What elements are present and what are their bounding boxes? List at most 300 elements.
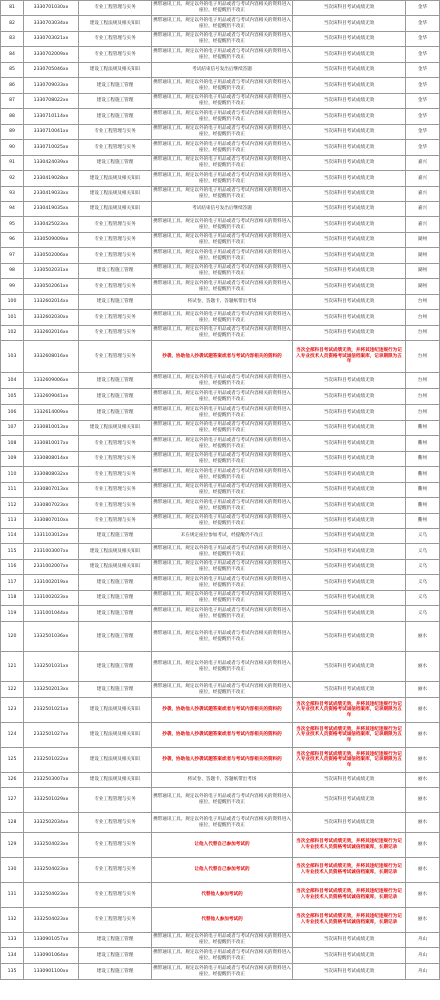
violation-fact-cell: 携带通讯工具、规定以外的电子用品或者与考试内容相关的资料进入座位，经提醒仍不改正 — [152, 16, 293, 32]
subject-cell: 建设工程法规及相关知识 — [79, 421, 152, 436]
table-row — [1, 948, 440, 964]
violation-fact-cell: 未在规定座位参加考试，经提醒仍不改正 — [152, 529, 293, 544]
penalty-result-cell: 当次该科目考试成绩无效 — [293, 467, 406, 483]
row-number-cell: 108 — [1, 436, 24, 452]
table-row — [1, 723, 440, 748]
subject-cell: 建设工程施工管理 — [79, 405, 152, 421]
row-number-cell: 114 — [1, 529, 24, 544]
row-number-cell: 109 — [1, 452, 24, 467]
row-number-cell: 106 — [1, 405, 24, 421]
table-row — [1, 544, 440, 560]
candidate-id-cell: 1330710114xx — [24, 109, 79, 125]
candidate-id-cell: 1332602014xx — [24, 295, 79, 310]
violation-fact-cell: 携带通讯工具、规定以外的电子用品或者与考试内容相关的资料进入座位，经提醒仍不改正 — [152, 326, 293, 341]
table-row — [1, 813, 440, 833]
violation-fact-cell: 携带通讯工具、规定以外的电子用品或者与考试内容相关的资料进入座位，经提醒仍不改正 — [152, 78, 293, 94]
candidate-id-cell: 3332504023xx — [24, 833, 79, 858]
candidate-id-cell: 1331103012xx — [24, 529, 79, 544]
violation-fact-cell: 携带通讯工具、规定以外的电子用品或者与考试内容相关的资料进入座位，经提醒仍不改正 — [152, 498, 293, 514]
city-cell: 丽水 — [406, 883, 440, 908]
subject-cell: 专业工程管理与实务 — [79, 125, 152, 140]
penalty-result-cell: 当次全部科目考试成绩无效，并将其违纪违规行为记入专业技术人员资格考试诚信档案库，记录期限为五年 — [293, 341, 406, 373]
city-cell: 嘉兴 — [406, 202, 440, 217]
table-row — [1, 452, 440, 467]
row-number-cell: 113 — [1, 514, 24, 529]
violation-fact-cell: 携带通讯工具、规定以外的电子用品或者与考试内容相关的资料进入座位，经提醒仍不改正 — [152, 467, 293, 483]
violation-fact-cell: 携带通讯工具、规定以外的电子用品或者与考试内容相关的资料进入座位，经提醒仍不改正 — [152, 373, 293, 389]
city-cell: 台州 — [406, 295, 440, 310]
violation-fact-cell: 携带通讯工具、规定以外的电子用品或者与考试内容相关的资料进入座位，经提醒仍不改正 — [152, 187, 293, 202]
city-cell: 台州 — [406, 326, 440, 341]
row-number-cell: 134 — [1, 948, 24, 964]
city-cell: 衢州 — [406, 436, 440, 452]
candidate-id-cell: 1332502013xx — [24, 682, 79, 698]
city-cell: 金华 — [406, 63, 440, 78]
city-cell: 台州 — [406, 389, 440, 405]
row-number-cell: 127 — [1, 788, 24, 813]
subject-cell: 专业工程管理与实务 — [79, 140, 152, 156]
row-number-cell: 135 — [1, 964, 24, 980]
row-number-cell: 130 — [1, 858, 24, 883]
table-row — [1, 467, 440, 483]
table-row — [1, 341, 440, 373]
penalty-result-cell: 当次全部科目考试成绩无效，并将其违纪违规行为记入专业技术人员资格考试诚信档案库，长期记录 — [293, 858, 406, 883]
city-cell: 丽水 — [406, 723, 440, 748]
city-cell: 金华 — [406, 140, 440, 156]
penalty-result-cell: 当次该科目考试成绩无效 — [293, 233, 406, 248]
city-cell: 金华 — [406, 109, 440, 125]
candidate-id-cell: 2330705046xx — [24, 63, 79, 78]
violation-fact-cell: 携带通讯工具、规定以外的电子用品或者与考试内容相关的资料进入座位，经提醒仍不改正 — [152, 264, 293, 279]
subject-cell: 专业工程管理与实务 — [79, 1, 152, 16]
row-number-cell: 90 — [1, 140, 24, 156]
penalty-result-cell: 当次该科目考试成绩无效 — [293, 187, 406, 202]
city-cell: 湖州 — [406, 248, 440, 264]
city-cell: 金华 — [406, 94, 440, 109]
table-row — [1, 248, 440, 264]
table-row — [1, 140, 440, 156]
row-number-cell: 94 — [1, 202, 24, 217]
penalty-result-cell: 当次该科目考试成绩无效 — [293, 389, 406, 405]
subject-cell: 专业工程管理与实务 — [79, 32, 152, 47]
table-row — [1, 202, 440, 217]
subject-cell: 专业工程管理与实务 — [79, 858, 152, 883]
candidate-id-cell: 1332501036xx — [24, 622, 79, 652]
violation-fact-cell: 携带通讯工具、规定以外的电子用品或者与考试内容相关的资料进入座位，经提醒仍不改正 — [152, 606, 293, 622]
city-cell: 丽水 — [406, 858, 440, 883]
candidate-id-cell: 3330710041xx — [24, 125, 79, 140]
violations-table-body — [1, 1, 440, 980]
penalty-result-cell: 当次该科目考试成绩无效 — [293, 264, 406, 279]
subject-cell: 建设工程施工管理 — [79, 295, 152, 310]
subject-cell: 建设工程施工管理 — [79, 575, 152, 591]
candidate-id-cell: 3330502006xx — [24, 248, 79, 264]
violation-fact-cell: 携带通讯工具、规定以外的电子用品或者与考试内容相关的资料进入座位，经提醒仍不改正 — [152, 575, 293, 591]
candidate-id-cell: 1330901057xx — [24, 933, 79, 948]
row-number-cell: 95 — [1, 217, 24, 233]
city-cell: 台州 — [406, 405, 440, 421]
candidate-id-cell: 1331002019xx — [24, 575, 79, 591]
city-cell: 金华 — [406, 78, 440, 94]
subject-cell: 专业工程管理与实务 — [79, 813, 152, 833]
violation-fact-cell: 将试卷、答题卡、答题纸带出考场 — [152, 773, 293, 788]
table-row — [1, 94, 440, 109]
table-row — [1, 373, 440, 389]
row-number-cell: 132 — [1, 908, 24, 933]
subject-cell: 建设工程施工管理 — [79, 156, 152, 171]
subject-cell: 建设工程法规及相关知识 — [79, 773, 152, 788]
row-number-cell: 112 — [1, 498, 24, 514]
violation-fact-cell: 携带通讯工具、规定以外的电子用品或者与考试内容相关的资料进入座位，经提醒仍不改正 — [152, 622, 293, 652]
candidate-id-cell: 1330502031xx — [24, 264, 79, 279]
violation-fact-cell: 携带通讯工具、规定以外的电子用品或者与考试内容相关的资料进入座位，经提醒仍不改正 — [152, 591, 293, 606]
table-row — [1, 606, 440, 622]
subject-cell: 建设工程法规及相关知识 — [79, 63, 152, 78]
violation-fact-cell: 携带通讯工具、规定以外的电子用品或者与考试内容相关的资料进入座位，经提醒仍不改正 — [152, 813, 293, 833]
row-number-cell: 104 — [1, 373, 24, 389]
table-row — [1, 125, 440, 140]
penalty-result-cell: 当次该科目考试成绩无效 — [293, 109, 406, 125]
penalty-result-cell: 当次全部科目考试成绩无效，并将其违纪违规行为记入专业技术人员资格考试诚信档案库，长期记录 — [293, 908, 406, 933]
violation-fact-cell: 考试结束信号发出后继续答题 — [152, 63, 293, 78]
subject-cell: 专业工程管理与实务 — [79, 908, 152, 933]
violation-fact-cell: 携带通讯工具、规定以外的电子用品或者与考试内容相关的资料进入座位，经提醒仍不改正 — [152, 788, 293, 813]
row-number-cell: 81 — [1, 1, 24, 16]
row-number-cell: 82 — [1, 16, 24, 32]
violation-fact-cell: 携带通讯工具、规定以外的电子用品或者与考试内容相关的资料进入座位，经提醒仍不改正 — [152, 544, 293, 560]
subject-cell: 专业工程管理与实务 — [79, 326, 152, 341]
penalty-result-cell: 当次该科目考试成绩无效 — [293, 63, 406, 78]
candidate-id-cell: 3332602030xx — [24, 310, 79, 326]
subject-cell: 专业工程管理与实务 — [79, 498, 152, 514]
city-cell: 湖州 — [406, 264, 440, 279]
table-row — [1, 560, 440, 575]
candidate-id-cell: 1330424039xx — [24, 156, 79, 171]
candidate-id-cell: 2332501022xx — [24, 748, 79, 773]
city-cell: 金华 — [406, 47, 440, 63]
penalty-result-cell: 当次该科目考试成绩无效 — [293, 948, 406, 964]
candidate-id-cell: 1331002023xx — [24, 591, 79, 606]
row-number-cell: 91 — [1, 156, 24, 171]
city-cell: 丽水 — [406, 698, 440, 723]
row-number-cell: 118 — [1, 591, 24, 606]
row-number-cell: 88 — [1, 109, 24, 125]
subject-cell: 建设工程法规及相关知识 — [79, 171, 152, 187]
subject-cell: 建设工程施工管理 — [79, 389, 152, 405]
city-cell: 台州 — [406, 310, 440, 326]
row-number-cell: 120 — [1, 622, 24, 652]
subject-cell: 建设工程施工管理 — [79, 682, 152, 698]
penalty-result-cell: 当次该科目考试成绩无效 — [293, 544, 406, 560]
subject-cell: 建设工程法规及相关知识 — [79, 202, 152, 217]
table-row — [1, 858, 440, 883]
candidate-id-cell: 2331002007xx — [24, 560, 79, 575]
penalty-result-cell: 当次该科目考试成绩无效 — [293, 248, 406, 264]
city-cell: 湖州 — [406, 233, 440, 248]
penalty-result-cell: 当次该科目考试成绩无效 — [293, 421, 406, 436]
city-cell: 义乌 — [406, 575, 440, 591]
row-number-cell: 96 — [1, 233, 24, 248]
penalty-result-cell: 当次该科目考试成绩无效 — [293, 310, 406, 326]
row-number-cell: 129 — [1, 833, 24, 858]
city-cell: 丽水 — [406, 813, 440, 833]
city-cell: 嘉兴 — [406, 217, 440, 233]
row-number-cell: 110 — [1, 467, 24, 483]
violation-fact-cell: 携带通讯工具、规定以外的电子用品或者与考试内容相关的资料进入座位，经提醒仍不改正 — [152, 933, 293, 948]
candidate-id-cell: 3330807013xx — [24, 483, 79, 498]
violation-fact-cell: 代替他人参加考试的 — [152, 908, 293, 933]
city-cell: 义乌 — [406, 606, 440, 622]
penalty-result-cell: 当次该科目考试成绩无效 — [293, 78, 406, 94]
violation-fact-cell: 携带通讯工具、规定以外的电子用品或者与考试内容相关的资料进入座位，经提醒仍不改正 — [152, 421, 293, 436]
penalty-result-cell: 当次该科目考试成绩无效 — [293, 560, 406, 575]
table-row — [1, 652, 440, 682]
violation-fact-cell: 携带通讯工具、规定以外的电子用品或者与考试内容相关的资料进入座位，经提醒仍不改正 — [152, 682, 293, 698]
subject-cell: 专业工程管理与实务 — [79, 248, 152, 264]
penalty-result-cell: 当次该科目考试成绩无效 — [293, 575, 406, 591]
penalty-result-cell: 当次该科目考试成绩无效 — [293, 405, 406, 421]
row-number-cell: 84 — [1, 47, 24, 63]
penalty-result-cell: 当次该科目考试成绩无效 — [293, 32, 406, 47]
candidate-id-cell: 1332609041xx — [24, 389, 79, 405]
city-cell: 丽水 — [406, 833, 440, 858]
penalty-result-cell: 当次该科目考试成绩无效 — [293, 156, 406, 171]
table-row — [1, 436, 440, 452]
subject-cell: 建设工程法规及相关知识 — [79, 187, 152, 202]
table-row — [1, 773, 440, 788]
table-row — [1, 63, 440, 78]
row-number-cell: 87 — [1, 94, 24, 109]
table-row — [1, 908, 440, 933]
violation-fact-cell: 考试结束信号发出后继续答题 — [152, 202, 293, 217]
candidate-id-cell: 3332602016xx — [24, 326, 79, 341]
row-number-cell: 99 — [1, 279, 24, 295]
city-cell: 丽水 — [406, 773, 440, 788]
table-row — [1, 748, 440, 773]
penalty-result-cell: 当次该科目考试成绩无效 — [293, 652, 406, 682]
row-number-cell: 100 — [1, 295, 24, 310]
table-row — [1, 171, 440, 187]
violation-fact-cell: 携带通讯工具、规定以外的电子用品或者与考试内容相关的资料进入座位，经提醒仍不改正 — [152, 560, 293, 575]
table-row — [1, 187, 440, 202]
subject-cell: 建设工程法规及相关知识 — [79, 723, 152, 748]
candidate-id-cell: 2330810013xx — [24, 421, 79, 436]
city-cell: 嘉兴 — [406, 171, 440, 187]
city-cell: 衢州 — [406, 498, 440, 514]
table-row — [1, 156, 440, 171]
row-number-cell: 101 — [1, 310, 24, 326]
subject-cell: 建设工程施工管理 — [79, 529, 152, 544]
penalty-result-cell: 当次该科目考试成绩无效 — [293, 452, 406, 467]
city-cell: 丽水 — [406, 788, 440, 813]
violation-fact-cell: 携带通讯工具、规定以外的电子用品或者与考试内容相关的资料进入座位，经提醒仍不改正 — [152, 140, 293, 156]
candidate-id-cell: 2331003007xx — [24, 544, 79, 560]
city-cell: 金华 — [406, 125, 440, 140]
table-row — [1, 622, 440, 652]
penalty-result-cell: 当次该科目考试成绩无效 — [293, 94, 406, 109]
candidate-id-cell: 3332501029xx — [24, 788, 79, 813]
subject-cell: 建设工程施工管理 — [79, 94, 152, 109]
row-number-cell: 103 — [1, 341, 24, 373]
table-row — [1, 514, 440, 529]
city-cell: 丽水 — [406, 652, 440, 682]
row-number-cell: 98 — [1, 264, 24, 279]
penalty-result-cell: 当次全部科目考试成绩无效，并将其违纪违规行为记入专业技术人员资格考试诚信档案库，记录期限为五年 — [293, 748, 406, 773]
candidate-id-cell: 2330419033xx — [24, 187, 79, 202]
row-number-cell: 83 — [1, 32, 24, 47]
row-number-cell: 122 — [1, 682, 24, 698]
penalty-result-cell: 当次该科目考试成绩无效 — [293, 125, 406, 140]
row-number-cell: 121 — [1, 652, 24, 682]
row-number-cell: 86 — [1, 78, 24, 94]
table-row — [1, 310, 440, 326]
penalty-result-cell: 当次该科目考试成绩无效 — [293, 622, 406, 652]
city-cell: 台州 — [406, 373, 440, 389]
penalty-result-cell: 当次该科目考试成绩无效 — [293, 773, 406, 788]
city-cell: 衢州 — [406, 514, 440, 529]
table-row — [1, 47, 440, 63]
penalty-result-cell: 当次该科目考试成绩无效 — [293, 217, 406, 233]
row-number-cell: 93 — [1, 187, 24, 202]
row-number-cell: 117 — [1, 575, 24, 591]
subject-cell: 建设工程施工管理 — [79, 264, 152, 279]
violation-fact-cell: 携带通讯工具、规定以外的电子用品或者与考试内容相关的资料进入座位，经提醒仍不改正 — [152, 389, 293, 405]
row-number-cell: 123 — [1, 698, 24, 723]
penalty-result-cell: 当次该科目考试成绩无效 — [293, 16, 406, 32]
violation-fact-cell: 携带通讯工具、规定以外的电子用品或者与考试内容相关的资料进入座位，经提醒仍不改正 — [152, 109, 293, 125]
candidate-id-cell: 3330703021xx — [24, 32, 79, 47]
city-cell: 丽水 — [406, 622, 440, 652]
subject-cell: 专业工程管理与实务 — [79, 467, 152, 483]
city-cell: 金华 — [406, 16, 440, 32]
candidate-id-cell: 1330901100xx — [24, 964, 79, 980]
row-number-cell: 92 — [1, 171, 24, 187]
penalty-result-cell: 当次该科目考试成绩无效 — [293, 813, 406, 833]
row-number-cell: 124 — [1, 723, 24, 748]
penalty-result-cell: 当次该科目考试成绩无效 — [293, 140, 406, 156]
table-row — [1, 964, 440, 980]
candidate-id-cell: 3330710025xx — [24, 140, 79, 156]
subject-cell: 建设工程施工管理 — [79, 964, 152, 980]
violation-fact-cell: 将试卷、答题卡、答题纸带出考场 — [152, 295, 293, 310]
penalty-result-cell: 当次全部科目考试成绩无效，并将其违纪违规行为记入专业技术人员资格考试诚信档案库，记录期限为五年 — [293, 698, 406, 723]
table-row — [1, 575, 440, 591]
penalty-result-cell: 当次该科目考试成绩无效 — [293, 682, 406, 698]
table-row — [1, 78, 440, 94]
city-cell: 舟山 — [406, 948, 440, 964]
table-row — [1, 16, 440, 32]
table-row — [1, 279, 440, 295]
candidate-id-cell: 3330808032xx — [24, 467, 79, 483]
violation-fact-cell: 携带通讯工具、规定以外的电子用品或者与考试内容相关的资料进入座位，经提醒仍不改正 — [152, 483, 293, 498]
city-cell: 义乌 — [406, 560, 440, 575]
candidate-id-cell: 3332608016xx — [24, 341, 79, 373]
penalty-result-cell: 当次该科目考试成绩无效 — [293, 788, 406, 813]
candidate-id-cell: 3332504023xx — [24, 858, 79, 883]
table-row — [1, 883, 440, 908]
candidate-id-cell: 3330807023xx — [24, 498, 79, 514]
penalty-result-cell: 当次该科目考试成绩无效 — [293, 606, 406, 622]
violation-fact-cell: 抄袭、协助他人抄袭试题答案或者与考试内容相关的资料的 — [152, 723, 293, 748]
subject-cell: 专业工程管理与实务 — [79, 452, 152, 467]
subject-cell: 建设工程施工管理 — [79, 606, 152, 622]
violation-fact-cell: 携带通讯工具、规定以外的电子用品或者与考试内容相关的资料进入座位，经提醒仍不改正 — [152, 32, 293, 47]
violation-fact-cell: 携带通讯工具、规定以外的电子用品或者与考试内容相关的资料进入座位，经提醒仍不改正 — [152, 1, 293, 16]
table-row — [1, 698, 440, 723]
candidate-id-cell: 1332614009xx — [24, 405, 79, 421]
candidate-id-cell: 3332504023xx — [24, 883, 79, 908]
subject-cell: 专业工程管理与实务 — [79, 310, 152, 326]
candidate-id-cell: 3330703034xx — [24, 16, 79, 32]
row-number-cell: 133 — [1, 933, 24, 948]
violation-fact-cell: 抄袭、协助他人抄袭试题答案或者与考试内容相关的资料的 — [152, 748, 293, 773]
city-cell: 金华 — [406, 1, 440, 16]
penalty-result-cell: 当次该科目考试成绩无效 — [293, 1, 406, 16]
candidate-id-cell: 3330701030xx — [24, 1, 79, 16]
violation-fact-cell: 携带通讯工具、规定以外的电子用品或者与考试内容相关的资料进入座位，经提醒仍不改正 — [152, 452, 293, 467]
table-row — [1, 405, 440, 421]
subject-cell: 建设工程施工管理 — [79, 591, 152, 606]
city-cell: 义乌 — [406, 591, 440, 606]
penalty-result-cell: 当次全部科目考试成绩无效，并将其违纪违规行为记入专业技术人员资格考试诚信档案库，长期记录 — [293, 883, 406, 908]
candidate-id-cell: 2330419035xx — [24, 202, 79, 217]
row-number-cell: 102 — [1, 326, 24, 341]
violation-fact-cell: 携带通讯工具、规定以外的电子用品或者与考试内容相关的资料进入座位，经提醒仍不改正 — [152, 47, 293, 63]
city-cell: 丽水 — [406, 682, 440, 698]
candidate-id-cell: 3332504023xx — [24, 908, 79, 933]
row-number-cell: 125 — [1, 748, 24, 773]
row-number-cell: 85 — [1, 63, 24, 78]
city-cell: 舟山 — [406, 964, 440, 980]
city-cell: 衢州 — [406, 467, 440, 483]
subject-cell: 专业工程管理与实务 — [79, 217, 152, 233]
violation-fact-cell: 携带通讯工具、规定以外的电子用品或者与考试内容相关的资料进入座位，经提醒仍不改正 — [152, 964, 293, 980]
violation-fact-cell: 携带通讯工具、规定以外的电子用品或者与考试内容相关的资料进入座位，经提醒仍不改正 — [152, 436, 293, 452]
table-row — [1, 529, 440, 544]
row-number-cell: 128 — [1, 813, 24, 833]
subject-cell: 专业工程管理与实务 — [79, 47, 152, 63]
table-row — [1, 788, 440, 813]
city-cell: 衢州 — [406, 421, 440, 436]
city-cell: 金华 — [406, 32, 440, 47]
subject-cell: 建设工程施工管理 — [79, 78, 152, 94]
row-number-cell: 97 — [1, 248, 24, 264]
candidate-id-cell: 3330425023xx — [24, 217, 79, 233]
city-cell: 舟山 — [406, 933, 440, 948]
candidate-id-cell: 3330502061xx — [24, 279, 79, 295]
violation-fact-cell: 携带通讯工具、规定以外的电子用品或者与考试内容相关的资料进入座位，经提醒仍不改正 — [152, 248, 293, 264]
candidate-id-cell: 1332501031xx — [24, 652, 79, 682]
table-row — [1, 933, 440, 948]
violation-fact-cell: 携带通讯工具、规定以外的电子用品或者与考试内容相关的资料进入座位，经提醒仍不改正 — [152, 171, 293, 187]
penalty-result-cell: 当次该科目考试成绩无效 — [293, 964, 406, 980]
penalty-result-cell: 当次该科目考试成绩无效 — [293, 529, 406, 544]
table-row — [1, 421, 440, 436]
candidate-id-cell: 2332501027xx — [24, 723, 79, 748]
row-number-cell: 105 — [1, 389, 24, 405]
penalty-result-cell: 当次该科目考试成绩无效 — [293, 436, 406, 452]
subject-cell: 专业工程管理与实务 — [79, 788, 152, 813]
violation-fact-cell: 携带通讯工具、规定以外的电子用品或者与考试内容相关的资料进入座位，经提醒仍不改正 — [152, 405, 293, 421]
penalty-result-cell: 当次该科目考试成绩无效 — [293, 498, 406, 514]
violation-fact-cell: 让他人代替自己参加考试的 — [152, 833, 293, 858]
subject-cell: 建设工程施工管理 — [79, 948, 152, 964]
subject-cell: 建设工程施工管理 — [79, 933, 152, 948]
row-number-cell: 126 — [1, 773, 24, 788]
subject-cell: 专业工程管理与实务 — [79, 341, 152, 373]
subject-cell: 专业工程管理与实务 — [79, 279, 152, 295]
penalty-result-cell: 当次该科目考试成绩无效 — [293, 279, 406, 295]
